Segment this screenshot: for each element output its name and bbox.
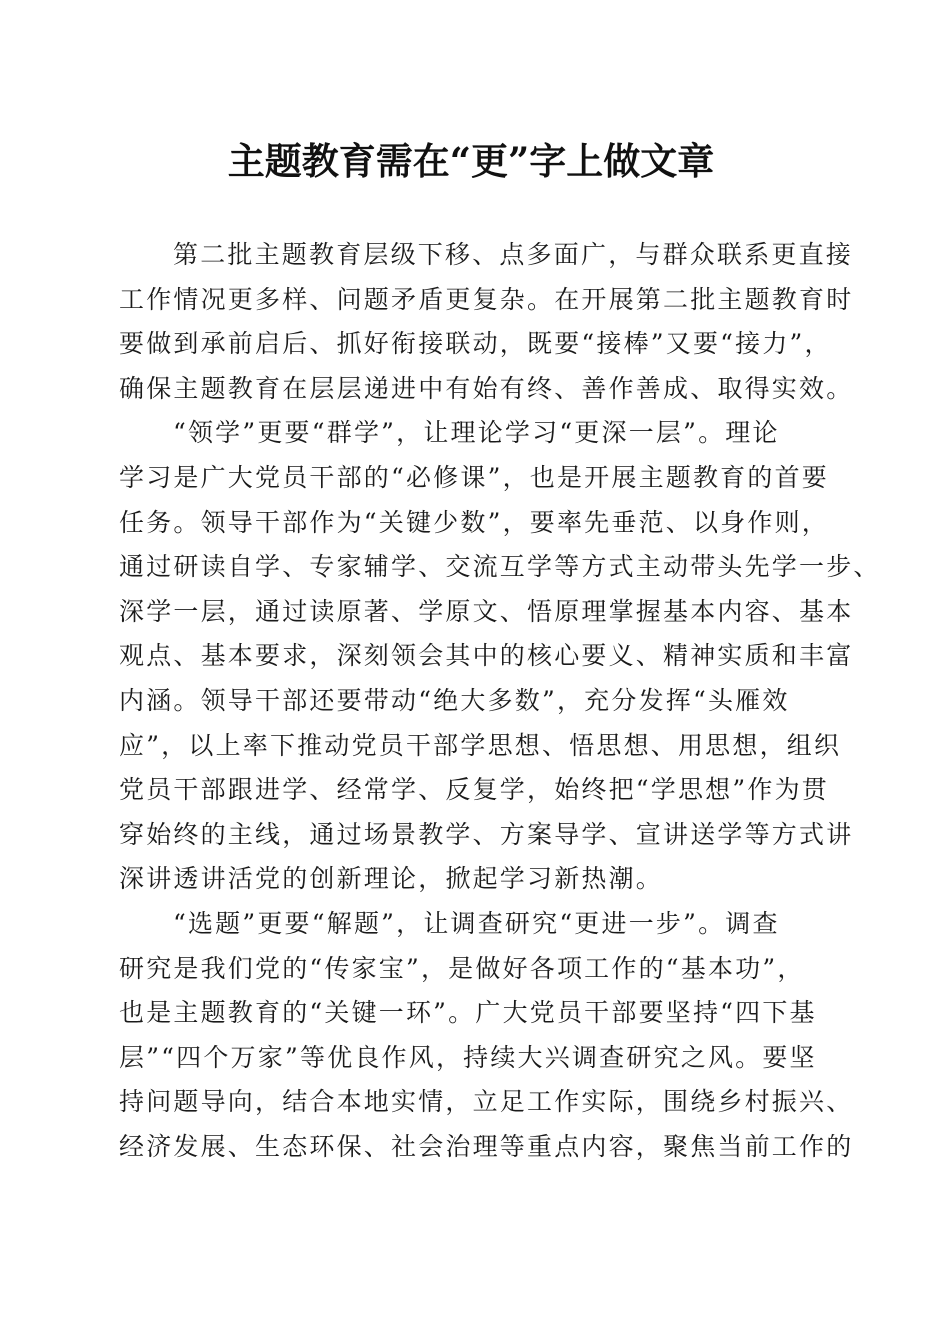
paragraph-line: 确保主题教育在层层递进中有始有终、善作善成、取得实效。 [119,373,854,403]
paragraph-line: 工作情况更多样、问题矛盾更复杂。在开展第二批主题教育时 [119,284,854,314]
paragraph-line: 通过研读自学、专家辅学、交流互学等方式主动带头先学一步、 [119,552,881,582]
paragraph-line: 层”“四个万家”等优良作风，持续大兴调查研究之风。要坚 [119,1042,817,1072]
paragraph-line: “领学”更要“群学”，让理论学习“更深一层”。理论 [173,418,780,448]
paragraph-line: “选题”更要“解题”，让调查研究“更进一步”。调查 [173,908,780,938]
paragraph-line: 深讲透讲活党的创新理论，掀起学习新热潮。 [119,864,664,894]
paragraph-line: 研究是我们党的“传家宝”，是做好各项工作的“基本功”， [119,953,805,983]
paragraph-line: 第二批主题教育层级下移、点多面广，与群众联系更直接 [173,240,854,269]
paragraph-line: 深学一层，通过读原著、学原文、悟原理掌握基本内容、基本 [119,596,854,626]
document-title: 主题教育需在“更”字上做文章 [227,139,715,183]
paragraph-line: 观点、基本要求，深刻领会其中的核心要义、精神实质和丰富 [119,641,854,671]
paragraph-1 [119,233,854,411]
document-body [119,233,881,1169]
paragraph-line: 学习是广大党员干部的“必修课”，也是开展主题教育的首要 [119,462,829,492]
paragraph-line: 党员干部跟进学、经常学、反复学，始终把“学思想”作为贯 [119,775,829,805]
paragraph-line: 内涵。领导干部还要带动“绝大多数”，充分发挥“头雁效 [119,685,790,715]
paragraph-line: 任务。领导干部作为“关键少数”，要率先垂范、以身作则， [119,507,829,537]
paragraph-line: 穿始终的主线，通过场景教学、方案导学、宣讲送学等方式讲 [119,819,854,849]
paragraph-2 [119,411,881,902]
paragraph-line: 应”，以上率下推动党员干部学思想、悟思想、用思想，组织 [119,730,842,760]
paragraph-line: 也是主题教育的“关键一环”。广大党员干部要坚持“四下基 [119,998,817,1028]
paragraph-line: 经济发展、生态环保、社会治理等重点内容，聚焦当前工作的 [119,1131,854,1161]
paragraph-line: 要做到承前启后、抓好衔接联动，既要“接棒”又要“接力”， [119,329,832,359]
paragraph-line: 持问题导向，结合本地实情，立足工作实际，围绕乡村振兴、 [119,1087,854,1117]
paragraph-3 [119,902,854,1170]
